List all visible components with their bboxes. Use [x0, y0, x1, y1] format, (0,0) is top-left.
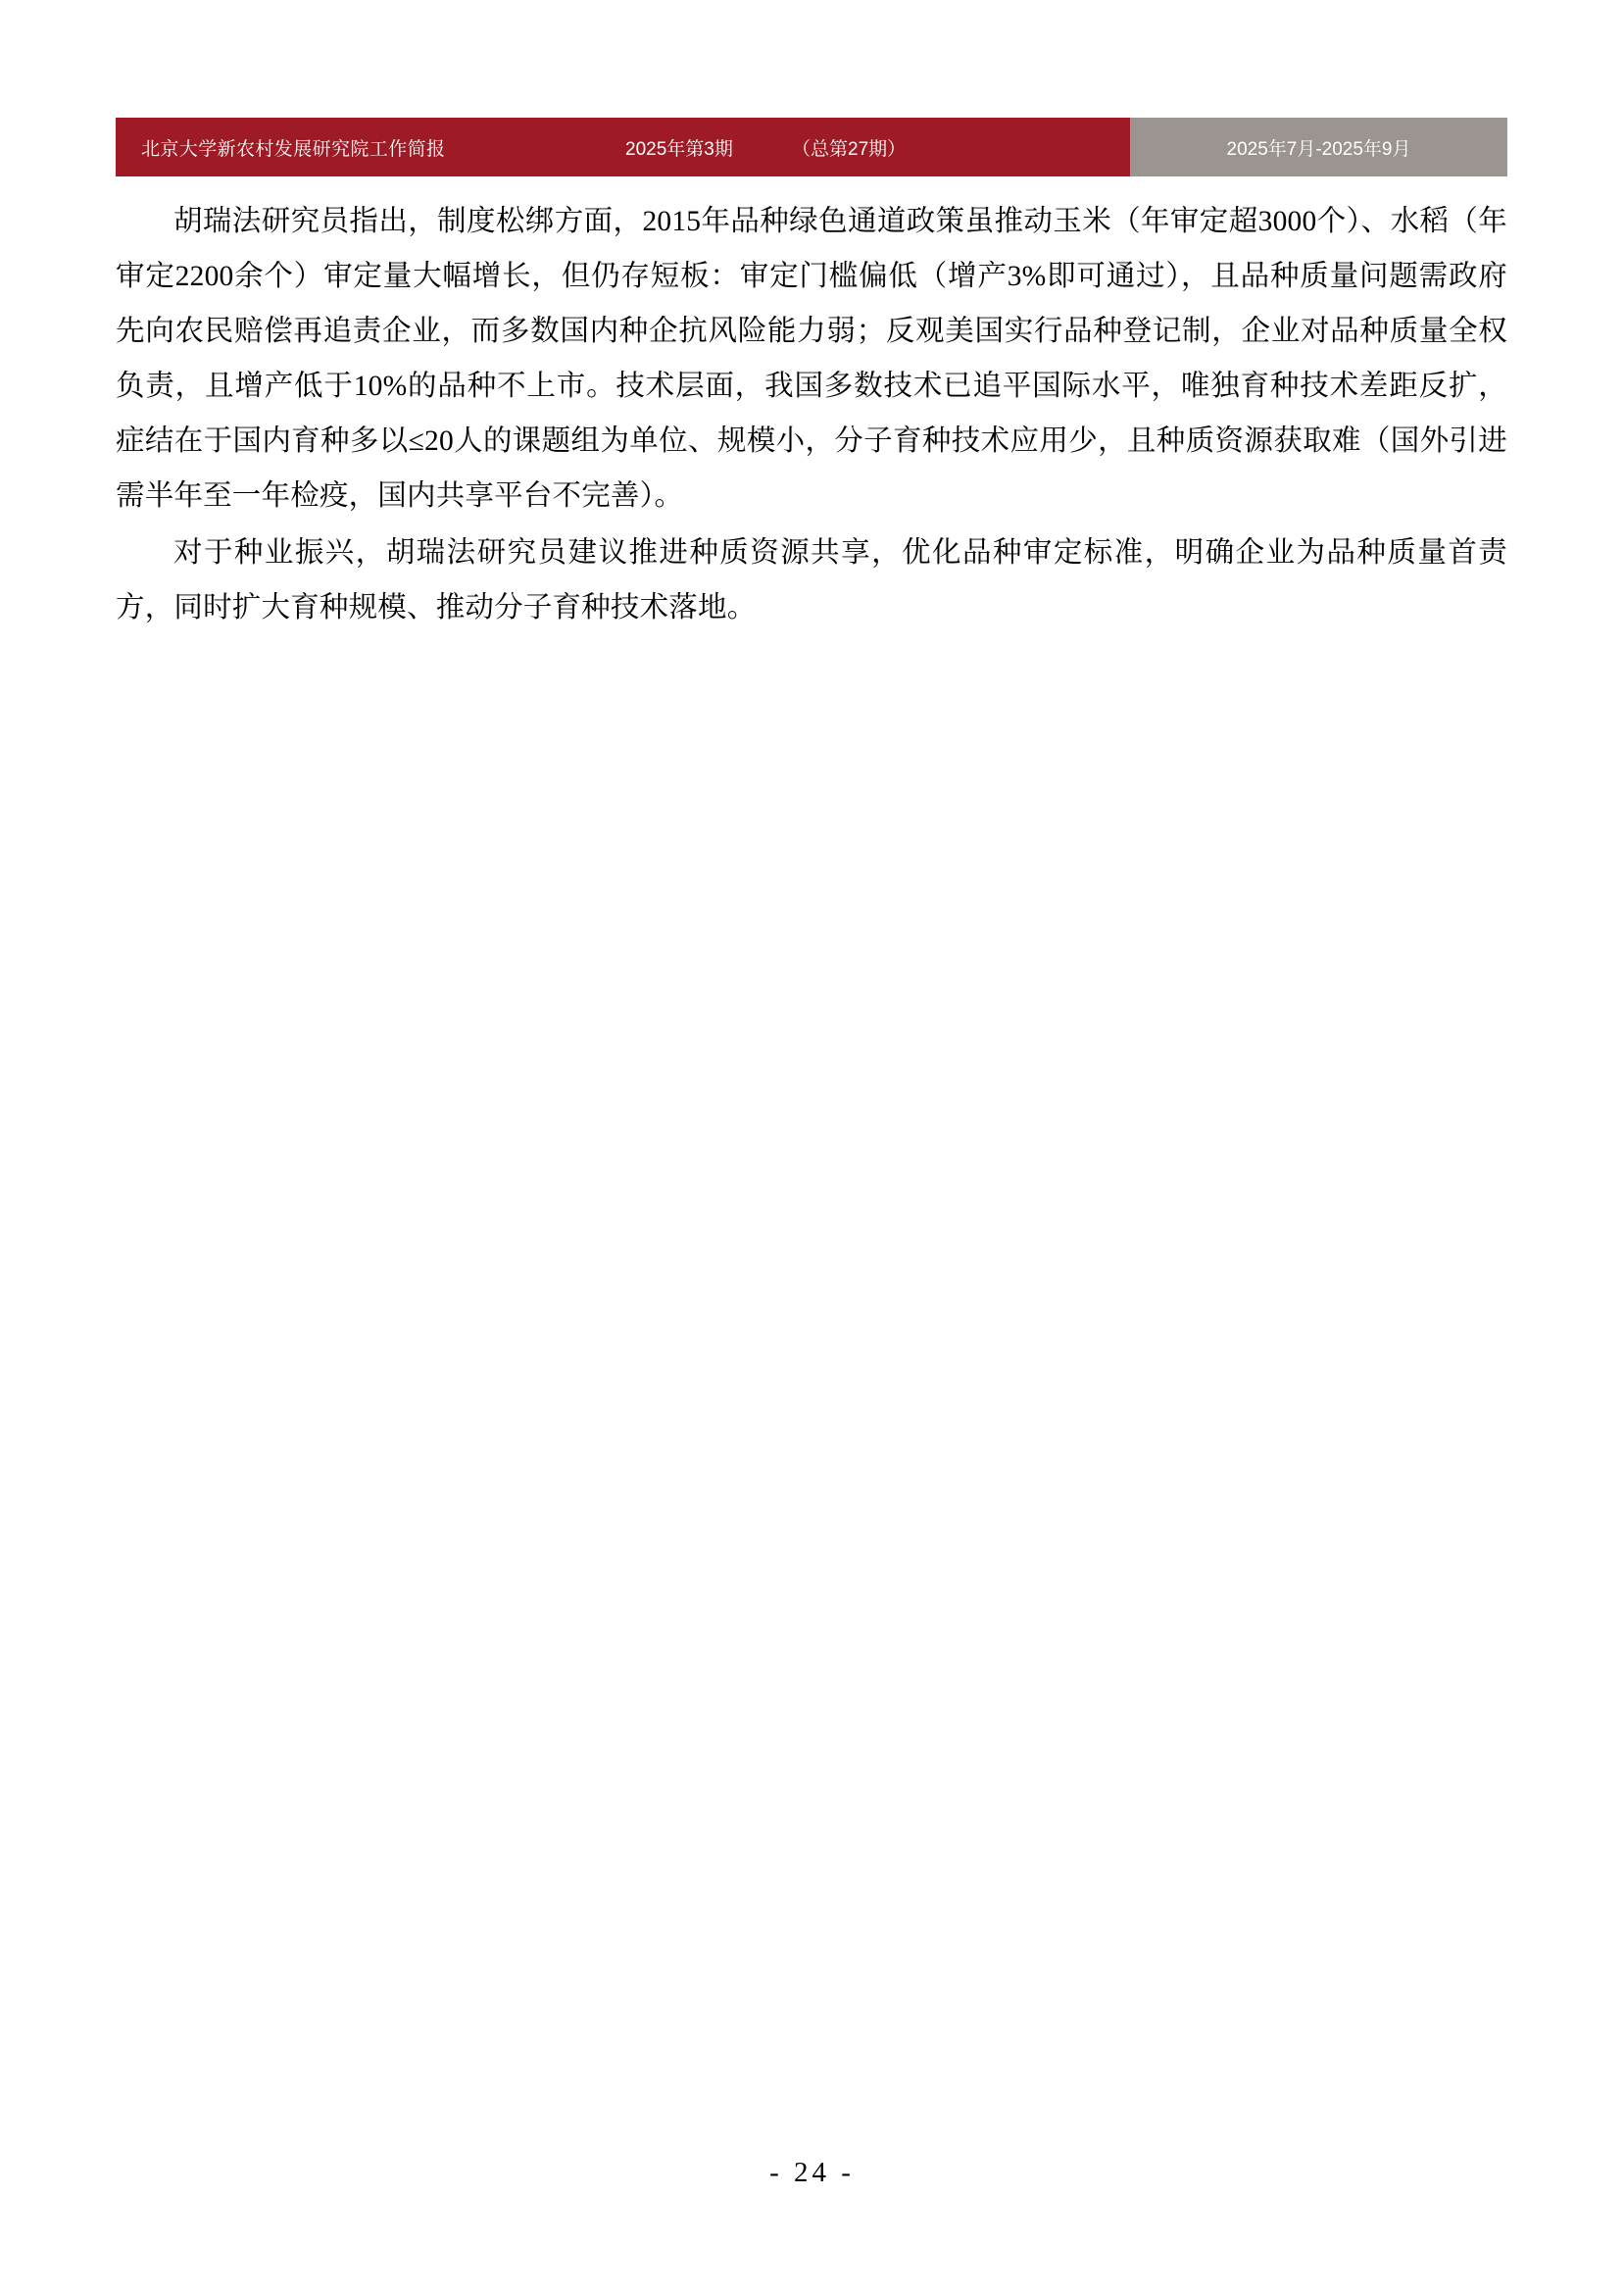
issue-number: 2025年第3期 — [625, 138, 733, 160]
body-paragraph: 对于种业振兴，胡瑞法研究员建议推进种质资源共享，优化品种审定标准，明确企业为品种质量首责方，同时扩大育种规模、推动分子育种技术落地。 — [116, 537, 1507, 624]
page-footer — [0, 2157, 1624, 2189]
body-paragraph: 胡瑞法研究员指出，制度松绑方面，2015年品种绿色通道政策虽推动玉米（年审定超3000个）、水稻（年审定2200余个）审定量大幅增长，但仍存短板：审定门槛偏低（增产3%即可通过），且品种质量问题需政府先向农民赔偿再追责企业，而多数国内种企抗风险能力弱；反观美国实行品种登记制，企业对品种质量全权负责，且增产低于10%的品种不上市。技术层面，我国多数技术已追平国际水平，唯独育种技术差距反扩，症结在于国内育种多以≤20人的课题组为单位、规模小，分子育种技术应用少，且种质资源获取难（国外引进需半年至一年检疫，国内共享平台不完善）。 — [116, 206, 1507, 512]
page-number: - 24 - — [769, 2157, 855, 2188]
publication-title: 北京大学新农村发展研究院工作简报 — [141, 138, 446, 160]
page-header — [116, 118, 1507, 176]
document-body — [116, 194, 1507, 637]
header-left-band — [116, 118, 1130, 176]
header-right-band — [1130, 118, 1507, 176]
issue-date-range: 2025年7月-2025年9月 — [1226, 138, 1411, 160]
issue-total-number: （总第27期） — [792, 138, 907, 160]
